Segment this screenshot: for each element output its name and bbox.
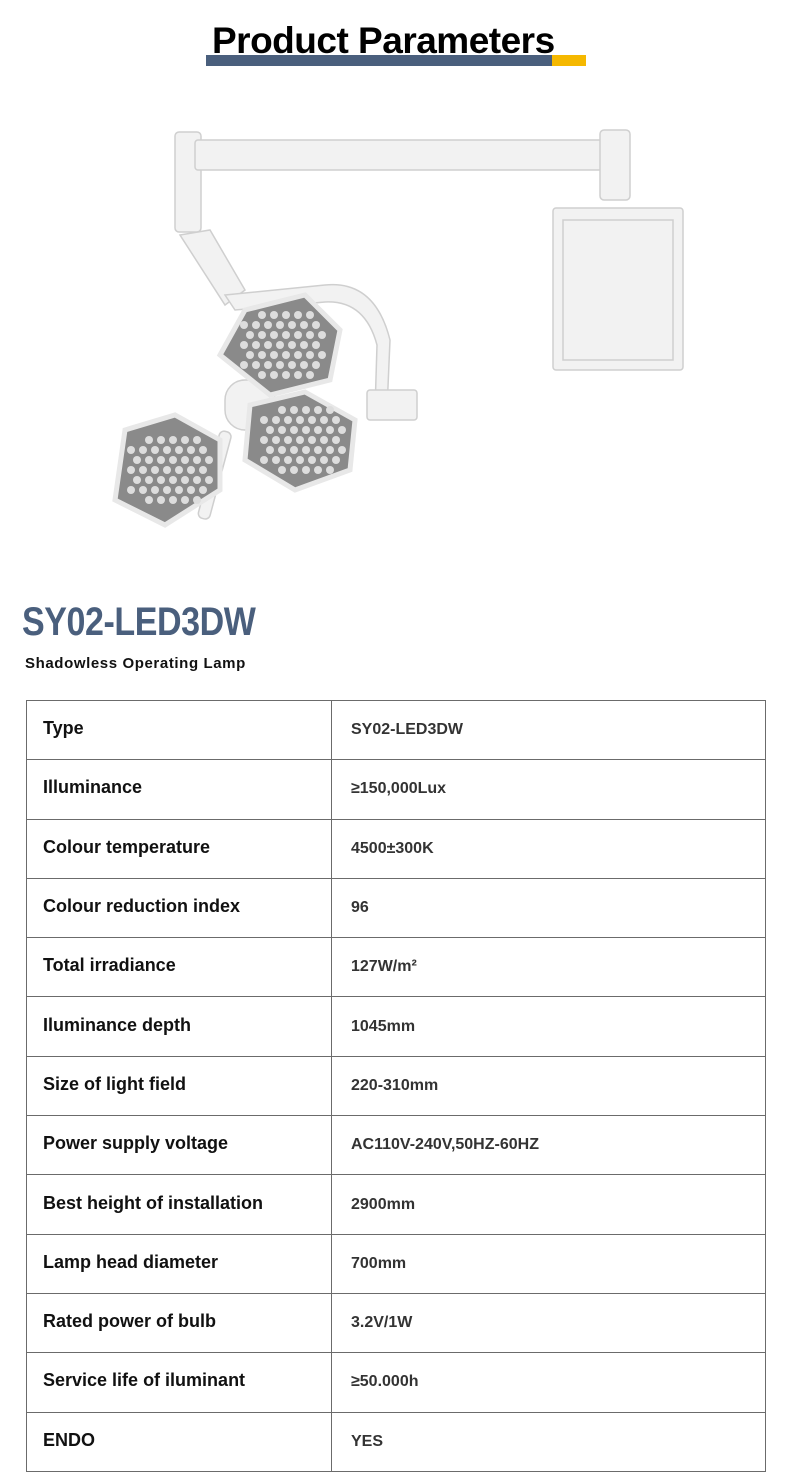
led-dot: [296, 416, 304, 424]
led-dot: [187, 446, 195, 454]
led-dot: [326, 446, 334, 454]
param-value: AC110V-240V,50HZ-60HZ: [332, 1116, 766, 1175]
led-dot: [278, 446, 286, 454]
table-row: [27, 701, 766, 760]
header-accent: [552, 55, 586, 66]
led-dot: [264, 361, 272, 369]
led-dot: [276, 341, 284, 349]
led-dot: [320, 456, 328, 464]
table-row: [27, 878, 766, 937]
led-dot: [294, 331, 302, 339]
led-dot: [314, 466, 322, 474]
led-dot: [326, 406, 334, 414]
led-dot: [338, 446, 346, 454]
page-title: Product Parameters: [212, 20, 555, 61]
led-dot: [290, 466, 298, 474]
led-dot: [264, 321, 272, 329]
led-dot: [181, 476, 189, 484]
led-dot: [314, 426, 322, 434]
led-dot: [133, 476, 141, 484]
table-row: [27, 1234, 766, 1293]
led-dot: [290, 406, 298, 414]
param-name: Colour temperature: [27, 819, 332, 878]
param-value: 96: [332, 878, 766, 937]
led-dot: [282, 371, 290, 379]
param-name: Lamp head diameter: [27, 1234, 332, 1293]
led-dot: [193, 456, 201, 464]
led-dot: [157, 456, 165, 464]
led-dot: [127, 446, 135, 454]
led-dot: [308, 416, 316, 424]
led-dot: [260, 456, 268, 464]
table-row: [27, 1056, 766, 1115]
led-dot: [326, 466, 334, 474]
led-dot: [332, 436, 340, 444]
table-row: [27, 760, 766, 819]
led-dot: [127, 486, 135, 494]
led-dot: [294, 311, 302, 319]
led-dot: [270, 371, 278, 379]
led-dot: [320, 436, 328, 444]
led-dot: [318, 331, 326, 339]
led-dot: [294, 371, 302, 379]
param-value: 4500±300K: [332, 819, 766, 878]
led-dot: [276, 361, 284, 369]
param-value: 127W/m²: [332, 938, 766, 997]
led-dot: [246, 351, 254, 359]
led-dot: [270, 311, 278, 319]
led-dot: [157, 496, 165, 504]
led-dot: [332, 416, 340, 424]
param-value: ≥150,000Lux: [332, 760, 766, 819]
led-dot: [260, 436, 268, 444]
led-dot: [205, 456, 213, 464]
led-dot: [193, 496, 201, 504]
param-name: Colour reduction index: [27, 878, 332, 937]
led-dot: [308, 456, 316, 464]
led-dot: [296, 436, 304, 444]
led-dot: [290, 426, 298, 434]
led-dot: [205, 476, 213, 484]
table-row: [27, 1116, 766, 1175]
led-dot: [169, 496, 177, 504]
led-dot: [252, 341, 260, 349]
led-dot: [272, 436, 280, 444]
led-dot: [163, 486, 171, 494]
led-dot: [270, 351, 278, 359]
led-dot: [314, 406, 322, 414]
led-dot: [145, 436, 153, 444]
led-dot: [175, 466, 183, 474]
param-value: ≥50.000h: [332, 1353, 766, 1412]
table-row: [27, 819, 766, 878]
led-dot: [199, 486, 207, 494]
led-dot: [270, 331, 278, 339]
led-dot: [260, 416, 268, 424]
table-row: [27, 938, 766, 997]
param-value: 3.2V/1W: [332, 1293, 766, 1352]
param-name: ENDO: [27, 1412, 332, 1471]
led-dot: [258, 371, 266, 379]
led-dot: [145, 496, 153, 504]
led-dot: [252, 321, 260, 329]
table-row: [27, 1175, 766, 1234]
led-dot: [199, 446, 207, 454]
led-dot: [282, 311, 290, 319]
led-dot: [308, 436, 316, 444]
product-subtitle: Shadowless Operating Lamp: [25, 655, 246, 672]
param-value: SY02-LED3DW: [332, 701, 766, 760]
parameters-table: [26, 700, 766, 1472]
led-dot: [169, 476, 177, 484]
led-dot: [306, 311, 314, 319]
table-row: [27, 997, 766, 1056]
led-dot: [181, 456, 189, 464]
led-dot: [300, 321, 308, 329]
led-dot: [320, 416, 328, 424]
led-dot: [199, 466, 207, 474]
led-dot: [276, 321, 284, 329]
led-dot: [284, 416, 292, 424]
led-dot: [288, 321, 296, 329]
led-dot: [290, 446, 298, 454]
led-dot: [306, 331, 314, 339]
led-dot: [294, 351, 302, 359]
param-value: 700mm: [332, 1234, 766, 1293]
led-dot: [326, 426, 334, 434]
led-dot: [145, 476, 153, 484]
led-dot: [302, 406, 310, 414]
led-dot: [240, 321, 248, 329]
led-dot: [288, 361, 296, 369]
led-dot: [312, 341, 320, 349]
led-dot: [312, 361, 320, 369]
param-name: Size of light field: [27, 1056, 332, 1115]
led-dot: [300, 341, 308, 349]
param-name: Power supply voltage: [27, 1116, 332, 1175]
product-image: [95, 120, 695, 540]
led-dot: [306, 351, 314, 359]
led-dot: [272, 456, 280, 464]
led-dot: [278, 406, 286, 414]
section-header: [206, 18, 586, 70]
param-name: Rated power of bulb: [27, 1293, 332, 1352]
led-dot: [302, 426, 310, 434]
led-dot: [169, 456, 177, 464]
table-row: [27, 1293, 766, 1352]
param-name: Type: [27, 701, 332, 760]
param-name: Service life of iluminant: [27, 1353, 332, 1412]
led-dot: [278, 466, 286, 474]
led-dot: [181, 436, 189, 444]
led-dot: [302, 446, 310, 454]
led-dot: [296, 456, 304, 464]
led-dot: [139, 486, 147, 494]
param-name: Best height of installation: [27, 1175, 332, 1234]
led-dot: [240, 361, 248, 369]
led-dot: [151, 466, 159, 474]
led-dot: [175, 446, 183, 454]
led-dot: [139, 466, 147, 474]
led-dot: [258, 311, 266, 319]
led-dot: [151, 446, 159, 454]
param-name: Total irradiance: [27, 938, 332, 997]
led-dot: [181, 496, 189, 504]
led-dot: [127, 466, 135, 474]
led-dot: [306, 371, 314, 379]
led-dot: [300, 361, 308, 369]
param-value: 1045mm: [332, 997, 766, 1056]
param-name: Illuminance: [27, 760, 332, 819]
led-dot: [151, 486, 159, 494]
param-value: 220-310mm: [332, 1056, 766, 1115]
led-dot: [157, 436, 165, 444]
led-dot: [284, 456, 292, 464]
led-dot: [246, 331, 254, 339]
led-dot: [266, 446, 274, 454]
product-model: SY02-LED3DW: [22, 600, 256, 644]
led-dot: [187, 466, 195, 474]
led-dot: [258, 351, 266, 359]
led-dot: [278, 426, 286, 434]
led-dot: [193, 476, 201, 484]
led-dot: [302, 466, 310, 474]
led-dot: [145, 456, 153, 464]
param-value: YES: [332, 1412, 766, 1471]
led-dot: [266, 426, 274, 434]
led-dot: [133, 456, 141, 464]
led-dot: [175, 486, 183, 494]
led-dot: [312, 321, 320, 329]
led-dot: [338, 426, 346, 434]
led-dot: [252, 361, 260, 369]
led-dot: [169, 436, 177, 444]
param-name: Iluminance depth: [27, 997, 332, 1056]
led-dot: [240, 341, 248, 349]
led-dot: [282, 351, 290, 359]
table-row: [27, 1353, 766, 1412]
led-dot: [282, 331, 290, 339]
led-dot: [139, 446, 147, 454]
led-dot: [288, 341, 296, 349]
led-dot: [314, 446, 322, 454]
led-dot: [264, 341, 272, 349]
led-dot: [284, 436, 292, 444]
led-dot: [187, 486, 195, 494]
led-dot: [318, 351, 326, 359]
led-dot: [272, 416, 280, 424]
led-dot: [332, 456, 340, 464]
led-dot: [163, 466, 171, 474]
led-dot: [157, 476, 165, 484]
table-row: [27, 1412, 766, 1471]
led-dot: [163, 446, 171, 454]
param-value: 2900mm: [332, 1175, 766, 1234]
led-dot: [193, 436, 201, 444]
led-dot: [258, 331, 266, 339]
